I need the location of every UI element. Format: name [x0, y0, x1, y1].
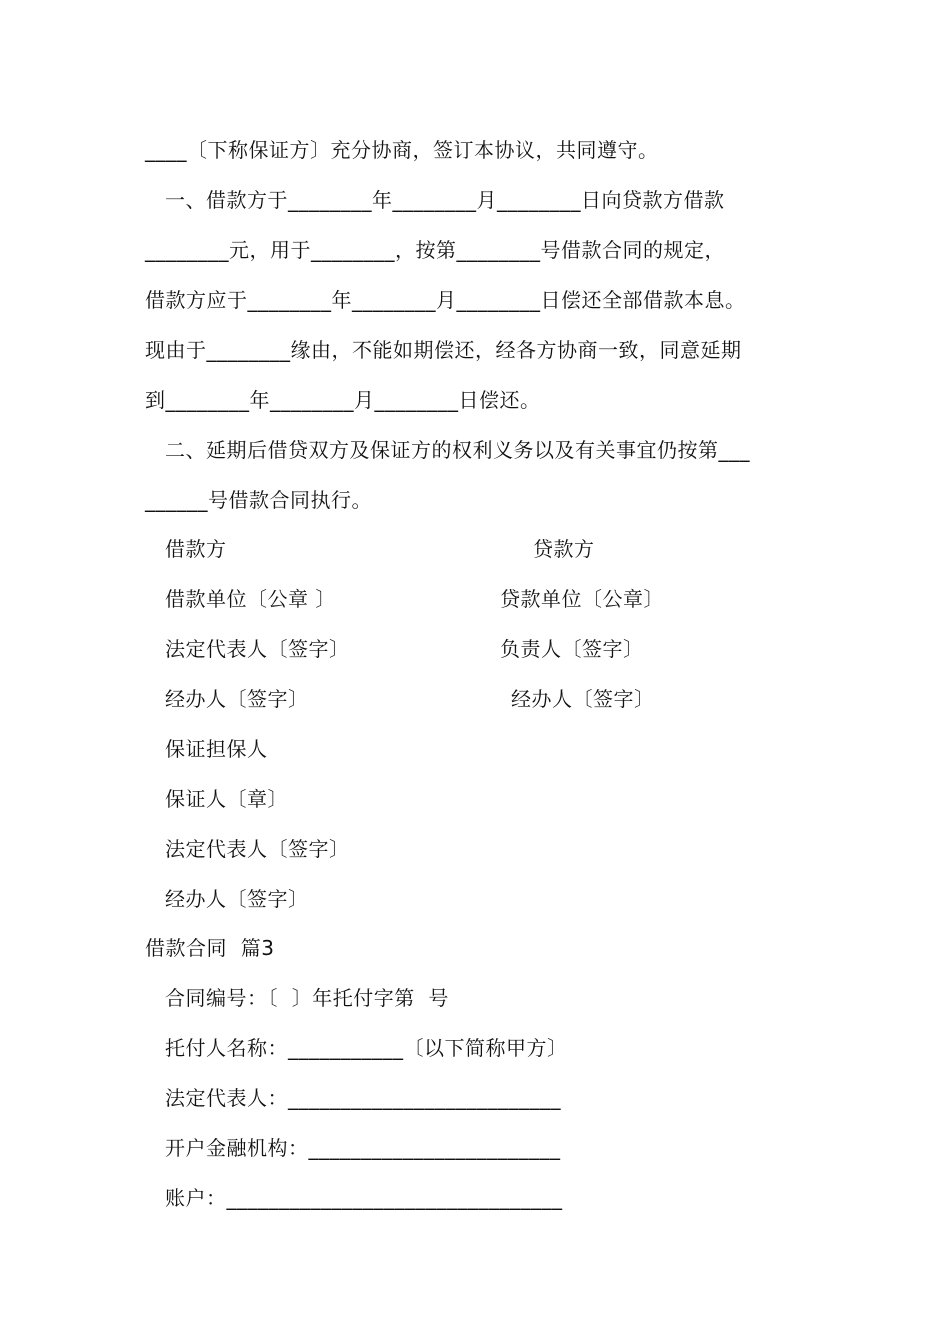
clause-1-line-2: ________元，用于________，按第________号借款合同的规定， [145, 238, 725, 262]
lender-responsible-signature: 负责人〔签字〕 [500, 637, 644, 661]
intro-paragraph: ____〔下称保证方〕充分协商，签订本协议，共同遵守。 [145, 138, 659, 162]
clause-1-line-4: 现由于________缘由，不能如期偿还，经各方协商一致，同意延期 [145, 338, 742, 362]
clause-1-line-5: 到________年________月________日偿还。 [145, 388, 541, 412]
guarantor-seal: 保证人〔章〕 [165, 787, 288, 811]
legal-representative: 法定代表人：__________________________ [165, 1086, 561, 1110]
opening-bank: 开户金融机构：________________________ [165, 1136, 561, 1160]
guarantor-heading: 保证担保人 [165, 737, 268, 761]
borrower-unit-seal: 借款单位〔公章 〕 [165, 587, 336, 611]
consignor-name: 托付人名称：___________〔以下简称甲方〕 [165, 1036, 568, 1060]
account-number: 账户：________________________________ [165, 1186, 563, 1210]
clause-1-line-1: 一、借款方于________年________月________日向贷款方借款 [165, 188, 725, 212]
borrower-heading: 借款方 [165, 537, 227, 561]
clause-1-line-3: 借款方应于________年________月________日偿还全部借款本息。 [145, 288, 746, 312]
lender-unit-seal: 贷款单位〔公章〕 [500, 587, 664, 611]
clause-2-line-1: 二、延期后借贷双方及保证方的权利义务以及有关事宜仍按第___ [165, 438, 750, 462]
contract-number: 合同编号：〔 〕年托付字第 号 [165, 986, 449, 1010]
clause-2-line-2: ______号借款合同执行。 [145, 488, 372, 512]
borrower-legal-rep-signature: 法定代表人〔签字〕 [165, 637, 350, 661]
lender-heading: 贷款方 [533, 537, 595, 561]
guarantor-legal-rep-signature: 法定代表人〔签字〕 [165, 837, 350, 861]
borrower-agent-signature: 经办人〔签字〕 [165, 687, 309, 711]
guarantor-agent-signature: 经办人〔签字〕 [165, 887, 309, 911]
lender-agent-signature: 经办人〔签字〕 [511, 687, 655, 711]
section-title: 借款合同 篇3 [145, 936, 275, 960]
